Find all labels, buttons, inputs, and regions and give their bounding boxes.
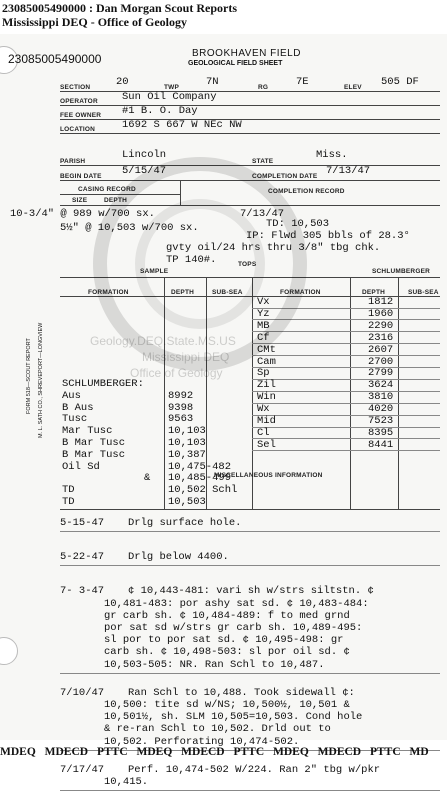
schlumberger-depth: 3624 — [368, 379, 394, 392]
misc-text: Perf. 10,474-502 W/224. Ran 2" tbg w/pkr — [128, 763, 381, 776]
sample-depth: 9563 — [168, 413, 194, 426]
misc-text: 10,502. Perforating 10,474-502. — [104, 735, 300, 748]
misc-date: 5-22-47 — [60, 551, 105, 564]
operator-value: Sun Oil Company — [122, 91, 217, 103]
parish-value: Lincoln — [122, 149, 167, 161]
schlumberger-depth: 2799 — [368, 367, 394, 380]
twp-value: 7N — [206, 76, 219, 88]
depth-header: DEPTH — [362, 289, 386, 296]
misc-text: carb sh. ¢ 10,498-503: sl por oil sd. ¢ — [104, 646, 350, 659]
formation-header: FORMATION — [88, 289, 129, 296]
misc-text: & re-ran Schl to 10,502. Drld out to — [104, 723, 331, 736]
schlumberger-depth: 2700 — [368, 355, 394, 368]
casing-line: 10-3/4" @ 989 w/700 sx. — [10, 208, 155, 220]
misc-text: sl por to por sat sd. ¢ 10,495-498: gr — [104, 634, 344, 647]
completion-line: 7/13/47 — [240, 208, 285, 220]
parish-label: PARISH — [60, 158, 86, 165]
sample-formation: & — [144, 472, 151, 485]
elev-label: ELEV — [344, 84, 362, 91]
completion-line: gvty oil/24 hrs thru 3/8" tbg chk. — [166, 242, 381, 254]
subsea-header: SUB-SEA — [212, 289, 243, 296]
twp-label: TWP — [164, 84, 180, 91]
sample-formation: Tusc — [62, 413, 88, 426]
schlumberger-label: SCHLUMBERGER — [372, 268, 431, 275]
sample-formation: TD — [62, 496, 75, 508]
watermark-text: Mississippi DEQ — [142, 350, 230, 364]
schlumberger-depth: 4020 — [368, 403, 394, 416]
subsea-header: SUB-SEA — [408, 289, 439, 296]
sample-depth: 10,387 — [168, 448, 206, 461]
location-value: 1692 S 667 W NEc NW — [122, 119, 242, 131]
schlumberger-depth: 8441 — [368, 438, 394, 451]
misc-text: 10,500: tite sd w/NS; 10,500½, 10,501 & — [104, 699, 350, 711]
schlumberger-formation: Sp — [257, 367, 270, 380]
schlumberger-formation: Zil — [257, 379, 276, 392]
completion-line: TP 140#. — [166, 254, 217, 266]
sample-depth: 10,502 Schl — [168, 484, 238, 497]
fee-owner-label: FEE OWNER — [60, 112, 102, 119]
schlumberger-formation: Cl — [257, 426, 270, 439]
sample-depth: 10,503 — [168, 496, 206, 508]
schlumberger-formation: Yz — [257, 307, 270, 320]
schlumberger-formation: Sel — [257, 438, 276, 451]
sample-depth: 9398 — [168, 401, 194, 414]
misc-date: 7/17/47 — [60, 763, 105, 776]
sheet-title: GEOLOGICAL FIELD SHEET — [188, 60, 283, 67]
sample-formation: Aus — [62, 389, 81, 402]
begin-date-label: BEGIN DATE — [60, 173, 102, 180]
rg-label: RG — [258, 84, 269, 91]
schlumberger-formation: Vx — [257, 296, 270, 308]
sample-depth: 10,475-482 — [168, 460, 232, 473]
watermark-text: Geology.DEQ.State.MS.US — [90, 334, 236, 348]
completion-line: IP: Flwd 305 bbls of 28.3° — [246, 230, 410, 242]
depth-header: DEPTH — [171, 289, 195, 296]
completion-line: TD: 10,503 — [266, 218, 330, 230]
sample-depth: 10,485-499 — [168, 472, 232, 485]
operator-label: OPERATOR — [60, 98, 98, 105]
sample-depth: 10,103 — [168, 437, 206, 449]
schlumberger-depth: 2316 — [368, 331, 394, 344]
misc-text: 10,501½, sh. SLM 10,505=10,503. Cond hole — [104, 711, 363, 724]
punch-hole — [0, 637, 18, 665]
casing-record-label: CASING RECORD — [78, 186, 136, 193]
completion-record-label: COMPLETION RECORD — [268, 188, 345, 195]
location-label: LOCATION — [60, 126, 96, 133]
schlumberger-formation: CMt — [257, 343, 276, 356]
api-number: 23085005490000 — [8, 52, 102, 66]
schlumberger-depth: 3810 — [368, 391, 394, 404]
formation-header: FORMATION — [280, 289, 321, 296]
sample-formation: Oil Sd — [62, 460, 100, 473]
casing-line: 5½" @ 10,503 w/700 sx. — [60, 222, 199, 234]
tops-label: TOPS — [238, 261, 257, 268]
side-form-text: FORM 518—SCOUT REPORT — [26, 338, 32, 414]
completion-date-value: 7/13/47 — [326, 165, 371, 177]
schlumberger-formation: Wx — [257, 403, 270, 416]
size-label: SIZE — [72, 197, 88, 204]
schlumberger-depth: 2290 — [368, 319, 394, 332]
sample-formation: B Mar Tusc — [62, 437, 126, 449]
sample-formation: Mar Tusc — [62, 425, 113, 438]
report-subtitle: Mississippi DEQ - Office of Geology — [2, 15, 187, 29]
sample-formation: SCHLUMBERGER: — [62, 378, 144, 390]
schlumberger-depth: 1812 — [368, 296, 394, 308]
depth-label: DEPTH — [104, 197, 128, 204]
section-label: SECTION — [60, 84, 91, 91]
sample-formation: B Aus — [62, 401, 94, 414]
misc-text: por sat sd w/strs gr carb sh. 10,489-495: — [104, 622, 363, 634]
misc-text: Drlg surface hole. — [128, 517, 242, 529]
schlumberger-depth: 1960 — [368, 307, 394, 320]
state-value: Miss. — [316, 149, 348, 161]
schlumberger-depth: 2607 — [368, 343, 394, 356]
schlumberger-formation: Cf — [257, 331, 270, 344]
misc-label: MISCELLANEOUS INFORMATION — [214, 472, 323, 479]
begin-date-value: 5/15/47 — [122, 165, 167, 177]
misc-text: gr carb sh. ¢ 10,484-489: f to med grnd — [104, 609, 350, 622]
footer-banner: MDEQ MDECD PTTC MDEQ MDECD PTTC MDEQ MDECD PTTC MD — [0, 746, 429, 758]
schlumberger-formation: Cam — [257, 355, 276, 368]
misc-date: 7/10/47 — [60, 686, 105, 699]
schlumberger-formation: Mid — [257, 415, 276, 427]
watermark-text: Office of Geology — [130, 366, 223, 380]
misc-date: 7- 3-47 — [60, 585, 105, 598]
sample-label: SAMPLE — [140, 268, 169, 275]
rg-value: 7E — [296, 76, 309, 88]
sample-depth: 10,103 — [168, 425, 206, 438]
schlumberger-depth: 8395 — [368, 426, 394, 439]
completion-date-label: COMPLETION DATE — [252, 173, 318, 180]
sample-depth: 8992 — [168, 389, 194, 402]
report-title: 23085005490000 : Dan Morgan Scout Reports — [2, 1, 237, 15]
misc-text: 10,481-483: por ashy sat sd. ¢ 10,483-484: — [104, 597, 369, 610]
field-title: BROOKHAVEN FIELD — [192, 48, 301, 59]
misc-text: Ran Schl to 10,488. Took sidewall ¢: — [128, 686, 355, 699]
misc-text: ¢ 10,443-481: vari sh w/strs siltstn. ¢ — [128, 585, 374, 598]
schlumberger-depth: 7523 — [368, 415, 394, 427]
misc-text: 10,415. — [104, 776, 149, 788]
misc-text: Drlg below 4400. — [128, 551, 229, 564]
sample-formation: B Mar Tusc — [62, 448, 126, 461]
schlumberger-formation: Win — [257, 391, 276, 404]
fee-owner-value: #1 B. O. Day — [122, 105, 198, 117]
elev-value: 505 DF — [381, 76, 419, 88]
state-label: STATE — [252, 158, 274, 165]
sample-formation: TD — [62, 484, 75, 497]
schlumberger-formation: MB — [257, 319, 270, 332]
section-value: 20 — [116, 76, 129, 88]
misc-text: 10,503-505: NR. Ran Schl to 10,487. — [104, 658, 325, 671]
misc-date: 5-15-47 — [60, 517, 105, 529]
side-printer-text: M. L. SATH CO., SHREVEPORT—LONGVIEW — [38, 322, 44, 438]
